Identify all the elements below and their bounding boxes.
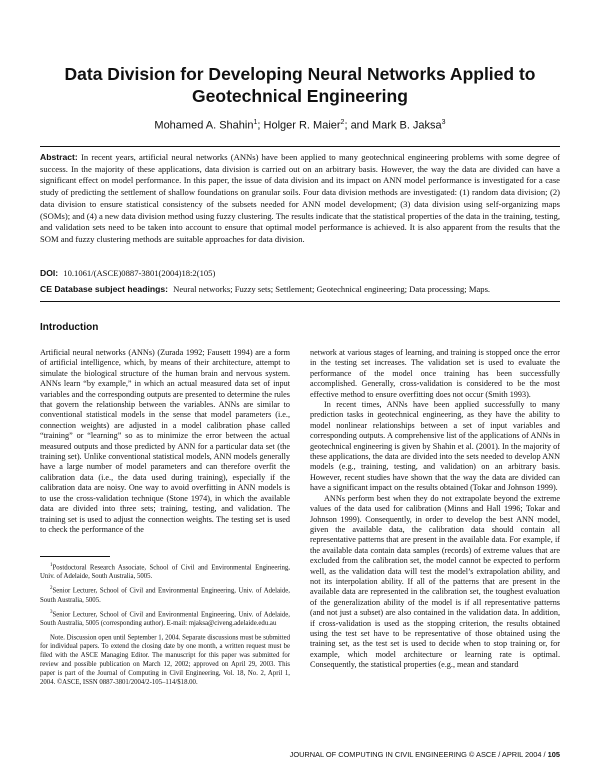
- doi-line: [40, 268, 560, 279]
- affiliation-marker: 1: [253, 119, 258, 126]
- footnote-marker: 3: [50, 609, 53, 615]
- footnote: [40, 608, 290, 628]
- body-paragraph: Artificial neural networks (ANNs) (Zurada 1992; Fausett 1994) are a form of artificial intelligence, which, by means of their architecture, attempt to simulate the biological structure of the human brain and nervous system. ANNs learn “by example,” in which an actual measured data set of input variables and the corresponding outputs are presented to determine the rules that govern the relationship between the variables. ANNs are similar to conventional statistical models in the sense that model parameters (i.e., connection weights) are adjusted in a model calibration phase called “training” or “learning” so as to minimize the error between the actual measured outputs and those predicted by ANN for a particular data set (the training set). Unlike conventional statistical models, ANN models generally have a large number of model parameters and can therefore overfit the calibration data (i.e., the data used during training), especially if the calibration data are noisy. One way to avoid overfitting in ANN models is to use the cross-validation technique (Stone 1974), in which the available data are divided into three sets; training, testing, and validation. The training set is used to adjust the connection weights. The testing set is used to check the performance of the: [40, 348, 290, 534]
- subject-headings: [40, 284, 560, 295]
- abstract-label: Abstract:: [40, 152, 78, 162]
- footnote: [40, 561, 290, 581]
- footnote: [40, 584, 290, 604]
- footnote: [40, 631, 290, 687]
- right-column: [310, 348, 560, 671]
- doi-label: DOI:: [40, 268, 59, 278]
- paper-title: Data Division for Developing Neural Networks Applied to Geotechnical Engineering: [64, 64, 536, 106]
- abstract-block: [40, 152, 560, 246]
- footnote-marker: 1: [50, 563, 53, 568]
- body-paragraph: In recent times, ANNs have been applied successfully to many prediction tasks in geotechnical engineering, as they have the ability to model nonlinear relationships between a set of input variables and corresponding outputs. A comprehensive list of the applications of ANNs in geotechnical engineering is given by Shahin et al. (2001). In the majority of these applications, the data are divided into the sets needed to develop ANN models (e.g., training, testing, and validation) on an arbitrary basis. However, recent studies have shown that the way the data are divided can have a significant impact on the results obtained (Tokar and Johnson 1999).: [310, 400, 560, 493]
- author-separator: ;: [257, 119, 264, 132]
- abstract-top-rule: [40, 146, 560, 147]
- author-separator: ; and: [344, 119, 372, 132]
- subject-headings-label: CE Database subject headings:: [40, 284, 168, 294]
- author-name: Mohamed A. Shahin: [154, 119, 254, 132]
- page-number: 105: [547, 750, 560, 759]
- affiliation-marker: 3: [441, 119, 446, 126]
- journal-running-footer: JOURNAL OF COMPUTING IN CIVIL ENGINEERING © ASCE / APRIL 2004 /: [289, 750, 548, 759]
- body-paragraph: ANNs perform best when they do not extrapolate beyond the extreme values of the data used for calibration (Minns and Hall 1996; Tokar and Johnson 1999). Consequently, in order to develop the best ANN model, given the available data, the calibration data should contain all representative patterns that are present in the available data. For example, if the available data contain data samples (records) of extreme values that are excluded from the calibration set, the model cannot be expected to perform well, as the validation data will test the model’s extrapolation ability, and not its interpolation ability. If all of the patterns that are present in the available data are represented in the calibration set, the toughest evaluation of the generalization ability of the model is if all representative patterns (and not just a subset) are also contained in the validation data. In addition, if cross-validation is used as the stopping criterion, the results obtained using the test set have to be representative of those obtained using the training set, as the test set is used to decide when to stop training or, for example, which model architecture or learning rate is optimal. Consequently, the statistical properties (e.g., mean and standard: [310, 493, 560, 670]
- left-column: [40, 348, 290, 535]
- abstract-bottom-rule: [40, 301, 560, 302]
- affiliation-marker: 2: [340, 119, 345, 126]
- doi-value: 10.1061/(ASCE)0887-3801(2004)18:2(105): [63, 268, 216, 278]
- subject-headings-text: Neural networks; Fuzzy sets; Settlement; Geotechnical engineering; Data processing; Maps.: [173, 284, 491, 294]
- footnote-text: Postdoctoral Research Associate, School of Civil and Environmental Engineering, Univ. of Adelaide, South Australia, 5005.: [40, 564, 290, 581]
- page-footer: [260, 750, 560, 760]
- footnote-text: Senior Lecturer, School of Civil and Environmental Engineering, Univ. of Adelaide, South Australia, 5005.: [40, 587, 290, 604]
- abstract-text: In recent years, artificial neural networks (ANNs) have been applied to many geotechnical engineering problems with some degree of success. In the majority of these applications, data division is carried out on an arbitrary basis. However, the way the data are divided can have a significant effect on model performance. In this paper, the issue of data division and its impact on ANN model performance is investigated for a case study of predicting the settlement of shallow foundations on granular soils. Four data division methods are investigated: (1) random data division; (2) data division to ensure statistical consistency of the subsets needed for ANN model development; (3) data division using self-organizing maps (SOMs); and (4) a new data division method using fuzzy clustering. The results indicate that the statistical properties of the data in the training, testing, and validation sets need to be taken into account to ensure that optimal model performance is achieved. It is also apparent from the results that the SOM and fuzzy clustering methods are suitable approaches for data division.: [40, 152, 560, 244]
- footnotes: [40, 561, 290, 690]
- author-name: Mark B. Jaksa: [371, 119, 442, 132]
- section-heading-introduction: Introduction: [40, 322, 99, 333]
- body-paragraph: network at various stages of learning, and training is stopped once the error in the testing set increases. The validation set is used to evaluate the performance of the model once training has been successfully accomplished. Generally, cross-validation is considered to be the most effective method to ensure overfitting does not occur (Smith 1993).: [310, 348, 560, 399]
- footnote-marker: 2: [50, 586, 53, 592]
- footnote-text: Senior Lecturer, School of Civil and Environmental Engineering, Univ. of Adelaide, South Australia, 5005 (corresponding author). E-mail: mjaksa@civeng.adelaide.edu.au: [40, 610, 290, 627]
- author-name: Holger R. Maier: [263, 119, 341, 132]
- footnote-rule: [40, 556, 110, 557]
- author-line: [30, 116, 570, 133]
- footnote-text: Note. Discussion open until September 1, 2004. Separate discussions must be submitted for individual papers. To extend the closing date by one month, a written request must be filed with the ASCE Managing Editor. The manuscript for this paper was submitted for review and possible publication on March 12, 2002; approved on April 29, 2003. This paper is part of the Journal of Computing in Civil Engineering, Vol. 18, No. 2, April 1, 2004. ©ASCE, ISSN 0887-3801/2004/2-105–114/$18.00.: [40, 634, 290, 687]
